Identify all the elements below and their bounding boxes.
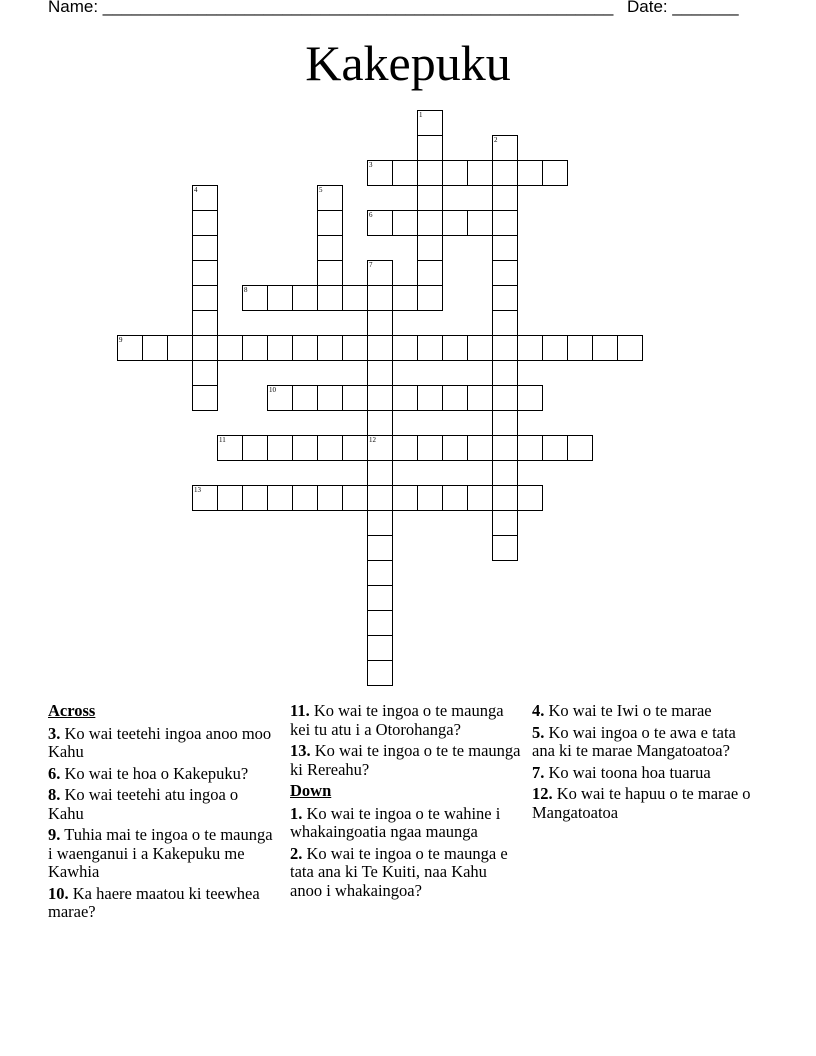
grid-cell[interactable] [417, 235, 443, 261]
clue-down-12 [532, 785, 754, 822]
grid-cell[interactable] [542, 160, 568, 186]
grid-cell[interactable] [192, 185, 218, 211]
date-field-label[interactable]: Date: _______ [627, 0, 739, 16]
grid-cell[interactable] [492, 160, 518, 186]
grid-cell[interactable] [392, 385, 418, 411]
grid-cell[interactable] [417, 260, 443, 286]
clue-down-2 [290, 845, 522, 901]
grid-cell[interactable] [417, 485, 443, 511]
grid-cell[interactable] [192, 285, 218, 311]
grid-cell[interactable] [442, 385, 468, 411]
grid-cell[interactable] [492, 185, 518, 211]
clue-number: 11. [290, 701, 310, 720]
cell-number: 5 [319, 186, 323, 194]
clue-number: 8. [48, 785, 61, 804]
grid-cell[interactable] [467, 160, 493, 186]
clue-down-5 [532, 724, 754, 761]
clue-number: 7. [532, 762, 545, 782]
grid-cell[interactable] [217, 435, 243, 461]
grid-cell[interactable] [567, 335, 593, 361]
grid-cell[interactable] [367, 560, 393, 586]
across-heading: Across [48, 701, 96, 720]
grid-cell[interactable] [417, 335, 443, 361]
clue-text: Ko wai te ingoa o te maunga e tata ana ki Te Kuiti, naa Kahu anoo i whakaingoa? [290, 843, 508, 900]
grid-cell[interactable] [242, 435, 268, 461]
grid-cell[interactable] [192, 485, 218, 511]
grid-cell[interactable] [392, 210, 418, 236]
clue-number: 9. [48, 825, 61, 844]
grid-cell[interactable] [267, 485, 293, 511]
clue-text: Ko wai te Iwi o te marae [548, 701, 712, 720]
grid-cell[interactable] [317, 210, 343, 236]
clue-down-7 [532, 764, 754, 783]
grid-cell[interactable] [617, 335, 643, 361]
grid-cell[interactable] [342, 435, 368, 461]
grid-cell[interactable] [392, 435, 418, 461]
grid-cell[interactable] [342, 285, 368, 311]
clue-text: Ko wai te ingoa o te te maunga ki Rereahu? [290, 741, 521, 779]
grid-cell[interactable] [442, 160, 468, 186]
grid-cell[interactable] [467, 210, 493, 236]
cell-number: 12 [369, 436, 376, 444]
puzzle-title: Kakepuku [305, 35, 511, 91]
grid-cell[interactable] [367, 435, 393, 461]
grid-cell[interactable] [517, 485, 543, 511]
grid-cell[interactable] [192, 360, 218, 386]
clue-down-1 [290, 805, 522, 842]
clue-number: 10. [48, 883, 69, 903]
grid-cell[interactable] [292, 335, 318, 361]
grid-cell[interactable] [317, 385, 343, 411]
cell-number: 4 [194, 186, 198, 194]
grid-cell[interactable] [492, 285, 518, 311]
grid-cell[interactable] [317, 285, 343, 311]
grid-cell[interactable] [517, 385, 543, 411]
grid-cell[interactable] [367, 385, 393, 411]
grid-cell[interactable] [417, 160, 443, 186]
clue-down-4 [532, 702, 754, 721]
clue-across-6 [48, 765, 273, 784]
grid-cell[interactable] [267, 385, 293, 411]
clue-number: 5. [532, 722, 545, 742]
grid-cell[interactable] [342, 485, 368, 511]
grid-cell[interactable] [542, 435, 568, 461]
grid-cell[interactable] [192, 310, 218, 336]
clue-across-8 [48, 786, 273, 823]
clue-text: Ko wai teetehi atu ingoa o Kahu [48, 785, 239, 823]
clue-number: 2. [290, 843, 303, 863]
cell-number: 13 [194, 486, 201, 494]
grid-cell[interactable] [317, 235, 343, 261]
cell-number: 7 [369, 261, 373, 269]
grid-cell[interactable] [267, 335, 293, 361]
cell-number: 1 [419, 111, 423, 119]
grid-cell[interactable] [342, 385, 368, 411]
clue-text: Ko wai teetehi ingoa anoo moo Kahu [48, 723, 272, 761]
grid-cell[interactable] [142, 335, 168, 361]
grid-cell[interactable] [317, 335, 343, 361]
grid-cell[interactable] [317, 185, 343, 211]
grid-cell[interactable] [467, 385, 493, 411]
grid-cell[interactable] [292, 385, 318, 411]
grid-cell[interactable] [392, 160, 418, 186]
clue-number: 3. [48, 723, 61, 743]
grid-cell[interactable] [442, 210, 468, 236]
grid-cell[interactable] [567, 435, 593, 461]
grid-cell[interactable] [492, 385, 518, 411]
grid-cell[interactable] [417, 185, 443, 211]
grid-cell[interactable] [392, 485, 418, 511]
clue-number: 6. [48, 763, 61, 783]
clue-number: 13. [290, 741, 311, 760]
grid-cell[interactable] [492, 460, 518, 486]
grid-cell[interactable] [417, 135, 443, 161]
grid-cell[interactable] [267, 285, 293, 311]
clue-across-10 [48, 885, 273, 922]
grid-cell[interactable] [317, 260, 343, 286]
grid-cell[interactable] [192, 235, 218, 261]
grid-cell[interactable] [242, 485, 268, 511]
grid-cell[interactable] [417, 110, 443, 136]
grid-cell[interactable] [492, 235, 518, 261]
clue-text: Ko wai ingoa o te awa e tata ana ki te marae Mangatoatoa? [532, 722, 736, 760]
down-heading: Down [290, 781, 332, 800]
grid-cell[interactable] [267, 435, 293, 461]
grid-cell[interactable] [192, 335, 218, 361]
grid-cell[interactable] [492, 310, 518, 336]
grid-cell[interactable] [217, 335, 243, 361]
grid-cell[interactable] [367, 210, 393, 236]
grid-cell[interactable] [342, 335, 368, 361]
clue-text: Ko wai te ingoa o te maunga kei tu atu i a Otorohanga? [290, 701, 504, 739]
grid-cell[interactable] [467, 485, 493, 511]
grid-cell[interactable] [117, 335, 143, 361]
grid-cell[interactable] [392, 285, 418, 311]
clues-column-1 [48, 702, 273, 925]
grid-cell[interactable] [367, 610, 393, 636]
grid-cell[interactable] [367, 660, 393, 686]
grid-cell[interactable] [167, 335, 193, 361]
grid-cell[interactable] [367, 160, 393, 186]
grid-cell[interactable] [367, 510, 393, 536]
cell-number: 6 [369, 211, 373, 219]
clue-across-13 [290, 742, 522, 779]
clue-number: 1. [290, 803, 303, 823]
grid-cell[interactable] [492, 435, 518, 461]
grid-cell[interactable] [492, 360, 518, 386]
grid-cell[interactable] [492, 135, 518, 161]
grid-cell[interactable] [442, 435, 468, 461]
clue-text: Ko wai toona hoa tuarua [548, 762, 711, 782]
grid-cell[interactable] [417, 285, 443, 311]
grid-cell[interactable] [492, 535, 518, 561]
grid-cell[interactable] [517, 435, 543, 461]
grid-cell[interactable] [367, 285, 393, 311]
grid-cell[interactable] [217, 485, 243, 511]
grid-cell[interactable] [442, 335, 468, 361]
grid-cell[interactable] [492, 335, 518, 361]
cell-number: 10 [269, 386, 276, 394]
name-field-label[interactable]: Name: ______________________________________________________ [48, 0, 614, 16]
cell-number: 8 [244, 286, 248, 294]
clue-text: Ka haere maatou ki teewhea marae? [48, 883, 260, 921]
grid-cell[interactable] [367, 460, 393, 486]
grid-cell[interactable] [517, 335, 543, 361]
grid-cell[interactable] [467, 435, 493, 461]
clue-number: 4. [532, 701, 545, 720]
grid-cell[interactable] [192, 260, 218, 286]
grid-cell[interactable] [492, 210, 518, 236]
cell-number: 2 [494, 136, 498, 144]
cell-number: 3 [369, 161, 373, 169]
grid-cell[interactable] [367, 585, 393, 611]
grid-cell[interactable] [317, 435, 343, 461]
clue-text: Ko wai te ingoa o te wahine i whakaingoatia ngaa maunga [290, 803, 501, 841]
grid-cell[interactable] [417, 435, 443, 461]
cell-number: 11 [219, 436, 226, 444]
grid-cell[interactable] [467, 335, 493, 361]
clues-column-2 [290, 702, 522, 903]
grid-cell[interactable] [392, 335, 418, 361]
grid-cell[interactable] [442, 485, 468, 511]
grid-cell[interactable] [192, 385, 218, 411]
clue-text: Ko wai te hoa o Kakepuku? [64, 763, 249, 783]
grid-cell[interactable] [292, 285, 318, 311]
grid-cell[interactable] [492, 510, 518, 536]
grid-cell[interactable] [417, 385, 443, 411]
clue-across-3 [48, 725, 273, 762]
clue-text: Ko wai te hapuu o te marae o Mangatoatoa [532, 784, 751, 822]
grid-cell[interactable] [367, 485, 393, 511]
grid-cell[interactable] [492, 260, 518, 286]
grid-cell[interactable] [492, 485, 518, 511]
grid-cell[interactable] [367, 410, 393, 436]
grid-cell[interactable] [367, 310, 393, 336]
grid-cell[interactable] [592, 335, 618, 361]
grid-cell[interactable] [292, 485, 318, 511]
grid-cell[interactable] [542, 335, 568, 361]
grid-cell[interactable] [367, 360, 393, 386]
clue-text: Tuhia mai te ingoa o te maunga i waenganui i a Kakepuku me Kawhia [48, 825, 273, 881]
clue-number: 12. [532, 784, 553, 803]
grid-cell[interactable] [367, 260, 393, 286]
grid-cell[interactable] [292, 435, 318, 461]
grid-cell[interactable] [367, 335, 393, 361]
grid-cell[interactable] [242, 285, 268, 311]
clue-across-11 [290, 702, 522, 739]
grid-cell[interactable] [192, 210, 218, 236]
grid-cell[interactable] [367, 635, 393, 661]
grid-cell[interactable] [367, 535, 393, 561]
clues-column-3 [532, 702, 754, 825]
clue-across-9 [48, 826, 273, 882]
grid-cell[interactable] [242, 335, 268, 361]
grid-cell[interactable] [492, 410, 518, 436]
grid-cell[interactable] [317, 485, 343, 511]
grid-cell[interactable] [417, 210, 443, 236]
grid-cell[interactable] [517, 160, 543, 186]
cell-number: 9 [119, 336, 123, 344]
